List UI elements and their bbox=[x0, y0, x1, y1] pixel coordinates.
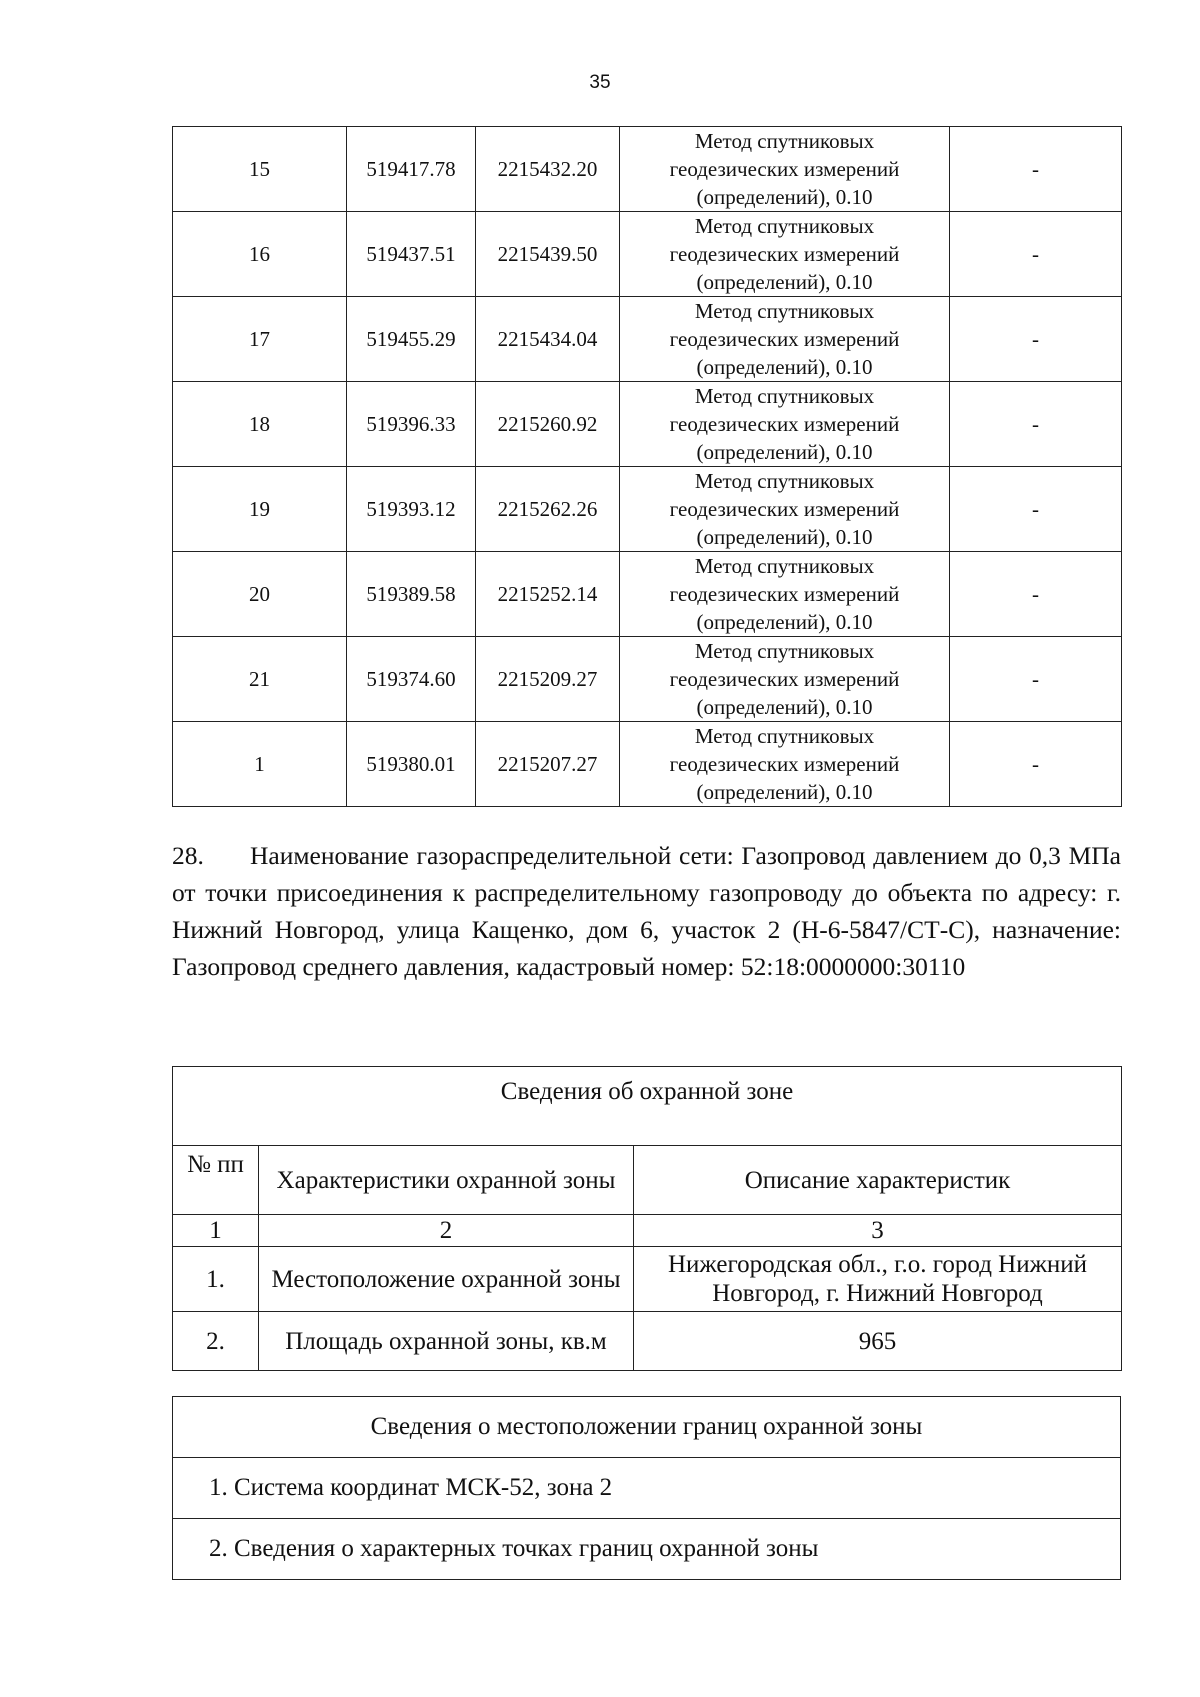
coord-y: 2215207.27 bbox=[476, 722, 620, 807]
note-cell: - bbox=[950, 722, 1122, 807]
note-cell: - bbox=[950, 297, 1122, 382]
table-row bbox=[173, 552, 1122, 637]
index-cell: 1 bbox=[173, 1215, 259, 1247]
coord-y: 2215434.04 bbox=[476, 297, 620, 382]
method-line: геодезических измерений bbox=[669, 412, 900, 436]
coordinates-table bbox=[172, 126, 1122, 807]
paragraph-text: Наименование газораспределительной сети: Газопровод давлением до 0,3 МПа от точки присоединения к распределительному газопроводу до объекта по адресу: г. Нижний Новгород, улица Кащенко, дом 6, участок 2 (Н-6-5847/СТ-С), назначение: Газопровод среднего давления, кадастровый номер: 52:18:0000000:30110 bbox=[172, 841, 1121, 981]
method-cell bbox=[620, 722, 950, 807]
header-description: Описание характеристик bbox=[634, 1146, 1122, 1215]
point-number: 20 bbox=[173, 552, 347, 637]
note-cell: - bbox=[950, 467, 1122, 552]
method-line: геодезических измерений bbox=[669, 582, 900, 606]
coordinate-system-item: 1. Система координат МСК-52, зона 2 bbox=[173, 1458, 1121, 1519]
table-row bbox=[173, 467, 1122, 552]
row-number: 2. bbox=[173, 1312, 259, 1371]
table-row bbox=[173, 127, 1122, 212]
table-row bbox=[173, 722, 1122, 807]
method-line: геодезических измерений bbox=[669, 752, 900, 776]
header-npp: № пп bbox=[173, 1146, 259, 1215]
coord-x: 519455.29 bbox=[347, 297, 476, 382]
method-cell bbox=[620, 637, 950, 722]
point-number: 18 bbox=[173, 382, 347, 467]
method-line: Метод спутниковых bbox=[694, 129, 875, 153]
zone-table-caption: Сведения об охранной зоне bbox=[173, 1067, 1122, 1146]
zone-area-value: 965 bbox=[634, 1312, 1122, 1371]
method-line: (определений), 0.10 bbox=[696, 695, 873, 719]
note-cell: - bbox=[950, 212, 1122, 297]
paragraph-number: 28. bbox=[172, 841, 204, 870]
note-cell: - bbox=[950, 382, 1122, 467]
point-number: 21 bbox=[173, 637, 347, 722]
point-number: 17 bbox=[173, 297, 347, 382]
paragraph-28 bbox=[172, 837, 1121, 985]
method-line: геодезических измерений bbox=[669, 667, 900, 691]
method-line: геодезических измерений bbox=[669, 157, 900, 181]
table-row bbox=[173, 382, 1122, 467]
method-line: (определений), 0.10 bbox=[696, 185, 873, 209]
method-cell bbox=[620, 382, 950, 467]
method-line: (определений), 0.10 bbox=[696, 780, 873, 804]
note-cell: - bbox=[950, 127, 1122, 212]
method-line: геодезических измерений bbox=[669, 497, 900, 521]
coord-y: 2215209.27 bbox=[476, 637, 620, 722]
table-row bbox=[173, 297, 1122, 382]
table-row bbox=[173, 212, 1122, 297]
coord-x: 519393.12 bbox=[347, 467, 476, 552]
zone-info-table bbox=[172, 1066, 1122, 1371]
header-characteristics: Характеристики охранной зоны bbox=[259, 1146, 634, 1215]
coord-x: 519374.60 bbox=[347, 637, 476, 722]
coord-x: 519437.51 bbox=[347, 212, 476, 297]
method-line: (определений), 0.10 bbox=[696, 525, 873, 549]
coord-y: 2215252.14 bbox=[476, 552, 620, 637]
method-line: (определений), 0.10 bbox=[696, 355, 873, 379]
coord-x: 519380.01 bbox=[347, 722, 476, 807]
boundaries-table bbox=[172, 1396, 1121, 1580]
point-number: 19 bbox=[173, 467, 347, 552]
coord-y: 2215262.26 bbox=[476, 467, 620, 552]
point-number: 16 bbox=[173, 212, 347, 297]
index-cell: 2 bbox=[259, 1215, 634, 1247]
method-cell bbox=[620, 212, 950, 297]
page-number: 35 bbox=[589, 72, 611, 93]
coord-x: 519396.33 bbox=[347, 382, 476, 467]
zone-location-label: Местоположение охранной зоны bbox=[259, 1247, 634, 1312]
characteristic-points-item: 2. Сведения о характерных точках границ охранной зоны bbox=[173, 1519, 1121, 1580]
coord-x: 519417.78 bbox=[347, 127, 476, 212]
method-line: (определений), 0.10 bbox=[696, 440, 873, 464]
method-line: Метод спутниковых bbox=[694, 299, 875, 323]
method-cell bbox=[620, 552, 950, 637]
method-line: Метод спутниковых bbox=[694, 214, 875, 238]
method-line: геодезических измерений bbox=[669, 327, 900, 351]
method-cell bbox=[620, 297, 950, 382]
note-cell: - bbox=[950, 637, 1122, 722]
method-line: Метод спутниковых bbox=[694, 724, 875, 748]
method-line: (определений), 0.10 bbox=[696, 270, 873, 294]
boundaries-title: Сведения о местоположении границ охранной зоны bbox=[173, 1397, 1121, 1458]
index-cell: 3 bbox=[634, 1215, 1122, 1247]
coord-x: 519389.58 bbox=[347, 552, 476, 637]
method-line: Метод спутниковых bbox=[694, 469, 875, 493]
zone-area-label: Площадь охранной зоны, кв.м bbox=[259, 1312, 634, 1371]
coord-y: 2215439.50 bbox=[476, 212, 620, 297]
row-number: 1. bbox=[173, 1247, 259, 1312]
method-line: геодезических измерений bbox=[669, 242, 900, 266]
method-cell bbox=[620, 127, 950, 212]
method-line: Метод спутниковых bbox=[694, 384, 875, 408]
method-line: Метод спутниковых bbox=[694, 554, 875, 578]
table-row bbox=[173, 637, 1122, 722]
method-cell bbox=[620, 467, 950, 552]
method-line: Метод спутниковых bbox=[694, 639, 875, 663]
note-cell: - bbox=[950, 552, 1122, 637]
zone-location-value: Нижегородская обл., г.о. город Нижний Новгород, г. Нижний Новгород bbox=[634, 1247, 1122, 1312]
point-number: 1 bbox=[173, 722, 347, 807]
method-line: (определений), 0.10 bbox=[696, 610, 873, 634]
coord-y: 2215260.92 bbox=[476, 382, 620, 467]
point-number: 15 bbox=[173, 127, 347, 212]
coord-y: 2215432.20 bbox=[476, 127, 620, 212]
